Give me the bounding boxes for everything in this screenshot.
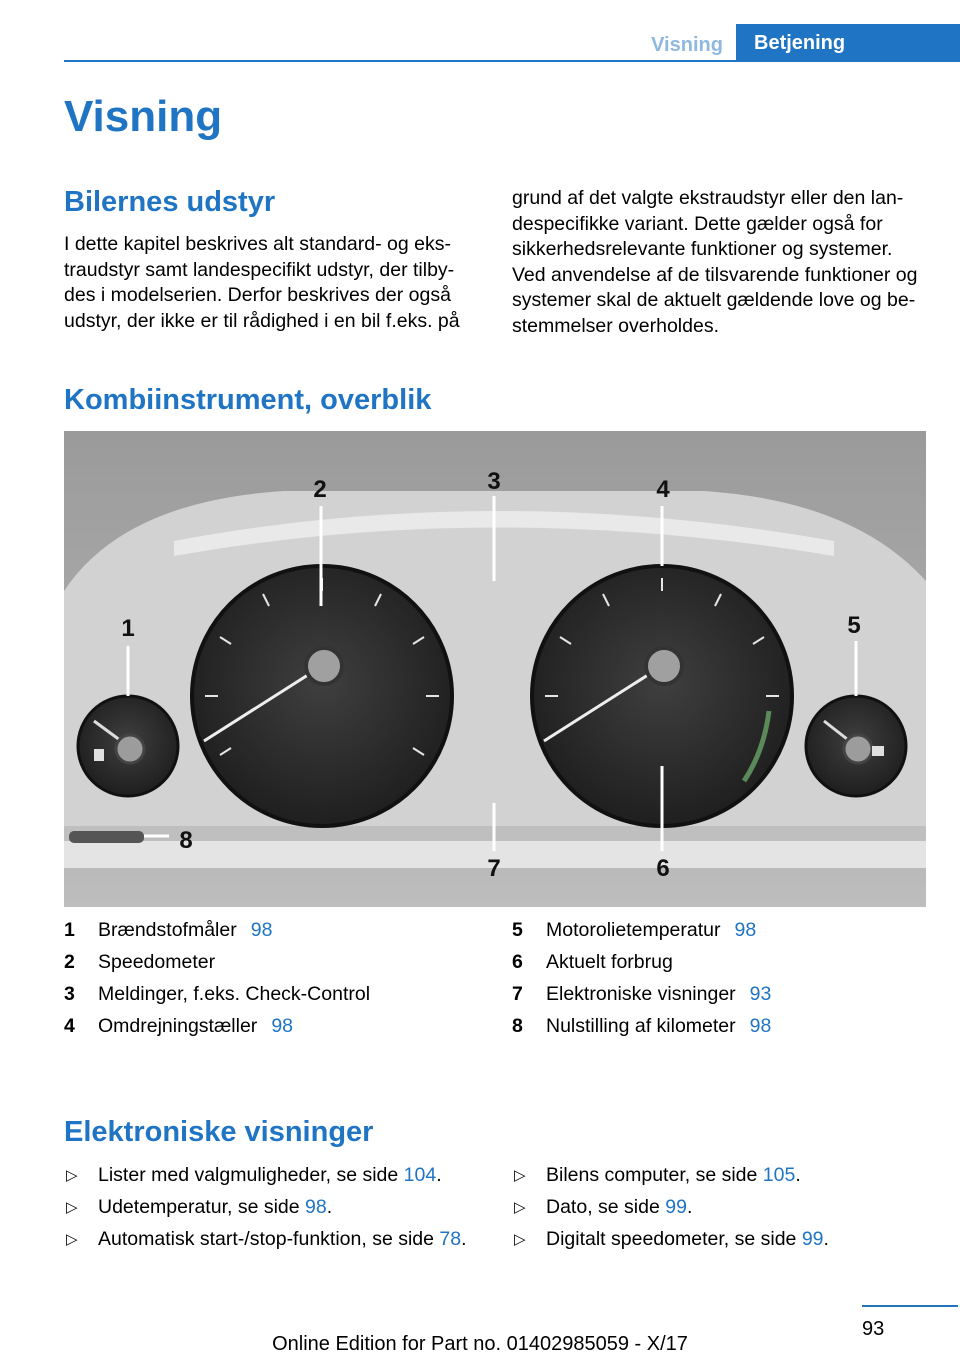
list-item-punct: .: [686, 1196, 693, 1218]
list-item-text: Lister med valgmuligheder, se side: [98, 1164, 404, 1186]
figure-label-2: 2: [313, 476, 327, 503]
page-link[interactable]: 98: [305, 1196, 327, 1218]
legend-number: 1: [64, 919, 75, 941]
figure-label-6: 6: [656, 855, 670, 882]
header-tab-chapter[interactable]: Betjening: [736, 24, 960, 62]
section-heading-elektroniske: Elektroniske visninger: [64, 1116, 374, 1148]
instrument-cluster-illustration: [64, 431, 926, 907]
intro-text-col1: I dette kapitel beskrives alt standard- og eks-traudstyr samt landespecifikt udstyr, der tilby-des i modelserien. Derfor beskrives der også udstyr, der ikke er til rådighed i en bil f.eks. på: [64, 233, 460, 332]
list-item-text: Dato, se side: [546, 1196, 666, 1218]
legend-label: Aktuelt forbrug: [546, 951, 673, 973]
list-item-text: Udetemperatur, se side: [98, 1196, 306, 1218]
legend-item: [512, 1010, 771, 1042]
list-item: [512, 1162, 928, 1188]
legend-label: Brændstofmåler: [98, 919, 237, 941]
list-item: [512, 1226, 928, 1252]
list-item-punct: .: [461, 1228, 467, 1250]
page-link[interactable]: 98: [749, 1015, 772, 1037]
legend-left: [64, 914, 370, 1042]
legend-label: Omdrejningstæller: [98, 1015, 258, 1037]
list-item-text: Automatisk start-/stop-funktion, se side: [98, 1228, 440, 1250]
footer-edition: Online Edition for Part no. 01402985059 - X/17: [272, 1333, 688, 1355]
page-link[interactable]: 78: [439, 1228, 462, 1250]
bullet-triangle-icon: ▷: [66, 1231, 78, 1248]
bullet-triangle-icon: ▷: [514, 1199, 526, 1216]
legend-label: Meldinger, f.eks. Check-Control: [98, 983, 371, 1005]
list-item-punct: .: [823, 1228, 829, 1250]
list-item: [64, 1226, 474, 1252]
bullet-triangle-icon: ▷: [514, 1231, 526, 1248]
list-item-punct: .: [795, 1164, 801, 1186]
legend-item: [512, 946, 771, 978]
page-link[interactable]: 98: [250, 919, 273, 941]
page-number: 93: [862, 1318, 885, 1340]
page-link[interactable]: 99: [801, 1228, 824, 1250]
legend-label: Speedometer: [98, 951, 216, 973]
section-heading-kombiinstrument: Kombiinstrument, overblik: [64, 384, 432, 416]
bullet-triangle-icon: ▷: [66, 1167, 78, 1184]
instrument-cluster-figure: [64, 431, 926, 907]
figure-label-3: 3: [487, 468, 501, 495]
legend-label: Nulstilling af kilometer: [546, 1015, 736, 1037]
legend-number: 4: [64, 1015, 75, 1037]
figure-label-4: 4: [656, 476, 670, 503]
legend-item: [64, 914, 370, 946]
list-item-text: Bilens computer, se side: [546, 1164, 763, 1186]
bullet-triangle-icon: ▷: [514, 1167, 526, 1184]
list-item: [64, 1162, 474, 1188]
figure-label-7: 7: [487, 855, 501, 882]
section-heading-udstyr: Bilernes udstyr: [64, 186, 276, 218]
figure-label-5: 5: [847, 612, 861, 639]
legend-number: 8: [512, 1015, 523, 1037]
legend-label: Motorolietemperatur: [546, 919, 721, 941]
figure-label-1: 1: [121, 615, 135, 642]
legend-item: [512, 914, 771, 946]
list-item-text: Digitalt speedometer, se side: [546, 1228, 802, 1250]
page-link[interactable]: 105: [762, 1164, 796, 1186]
legend-number: 7: [512, 983, 523, 1005]
page-link[interactable]: 104: [403, 1164, 437, 1186]
legend-label: Elektroniske visninger: [546, 983, 736, 1005]
page-link[interactable]: 98: [734, 919, 757, 941]
legend-item: [64, 1010, 370, 1042]
header-tab-section[interactable]: Visning: [651, 34, 723, 56]
footer-rule: [862, 1305, 958, 1307]
legend-item: [64, 978, 370, 1010]
list-item: [512, 1194, 928, 1220]
header-rule: [64, 60, 960, 62]
page-link[interactable]: 93: [749, 983, 772, 1005]
legend-item: [64, 946, 370, 978]
intro-text-col2: grund af det valgte ekstraudstyr eller den lan-despecifikke variant. Dette gælder også for sikkerhedsrelevante funktioner og systemer. Ved anvendelse af de tilsvarende funktioner og systemer skal de aktuelt gældende love og be-stemmelser overholdes.: [512, 187, 918, 337]
bullet-list-left: [64, 1162, 474, 1258]
page-link[interactable]: 99: [665, 1196, 687, 1218]
list-item: [64, 1194, 474, 1220]
list-item-punct: .: [326, 1196, 333, 1218]
list-item-punct: .: [436, 1164, 442, 1186]
page-title: Visning: [64, 92, 223, 141]
page-link[interactable]: 98: [271, 1015, 294, 1037]
bullet-list-right: [512, 1162, 928, 1258]
legend-number: 6: [512, 951, 523, 973]
legend-right: [512, 914, 771, 1042]
legend-number: 3: [64, 983, 75, 1005]
figure-label-8: 8: [179, 827, 193, 854]
bullet-triangle-icon: ▷: [66, 1199, 78, 1216]
legend-number: 5: [512, 919, 523, 941]
legend-number: 2: [64, 951, 75, 973]
legend-item: [512, 978, 771, 1010]
